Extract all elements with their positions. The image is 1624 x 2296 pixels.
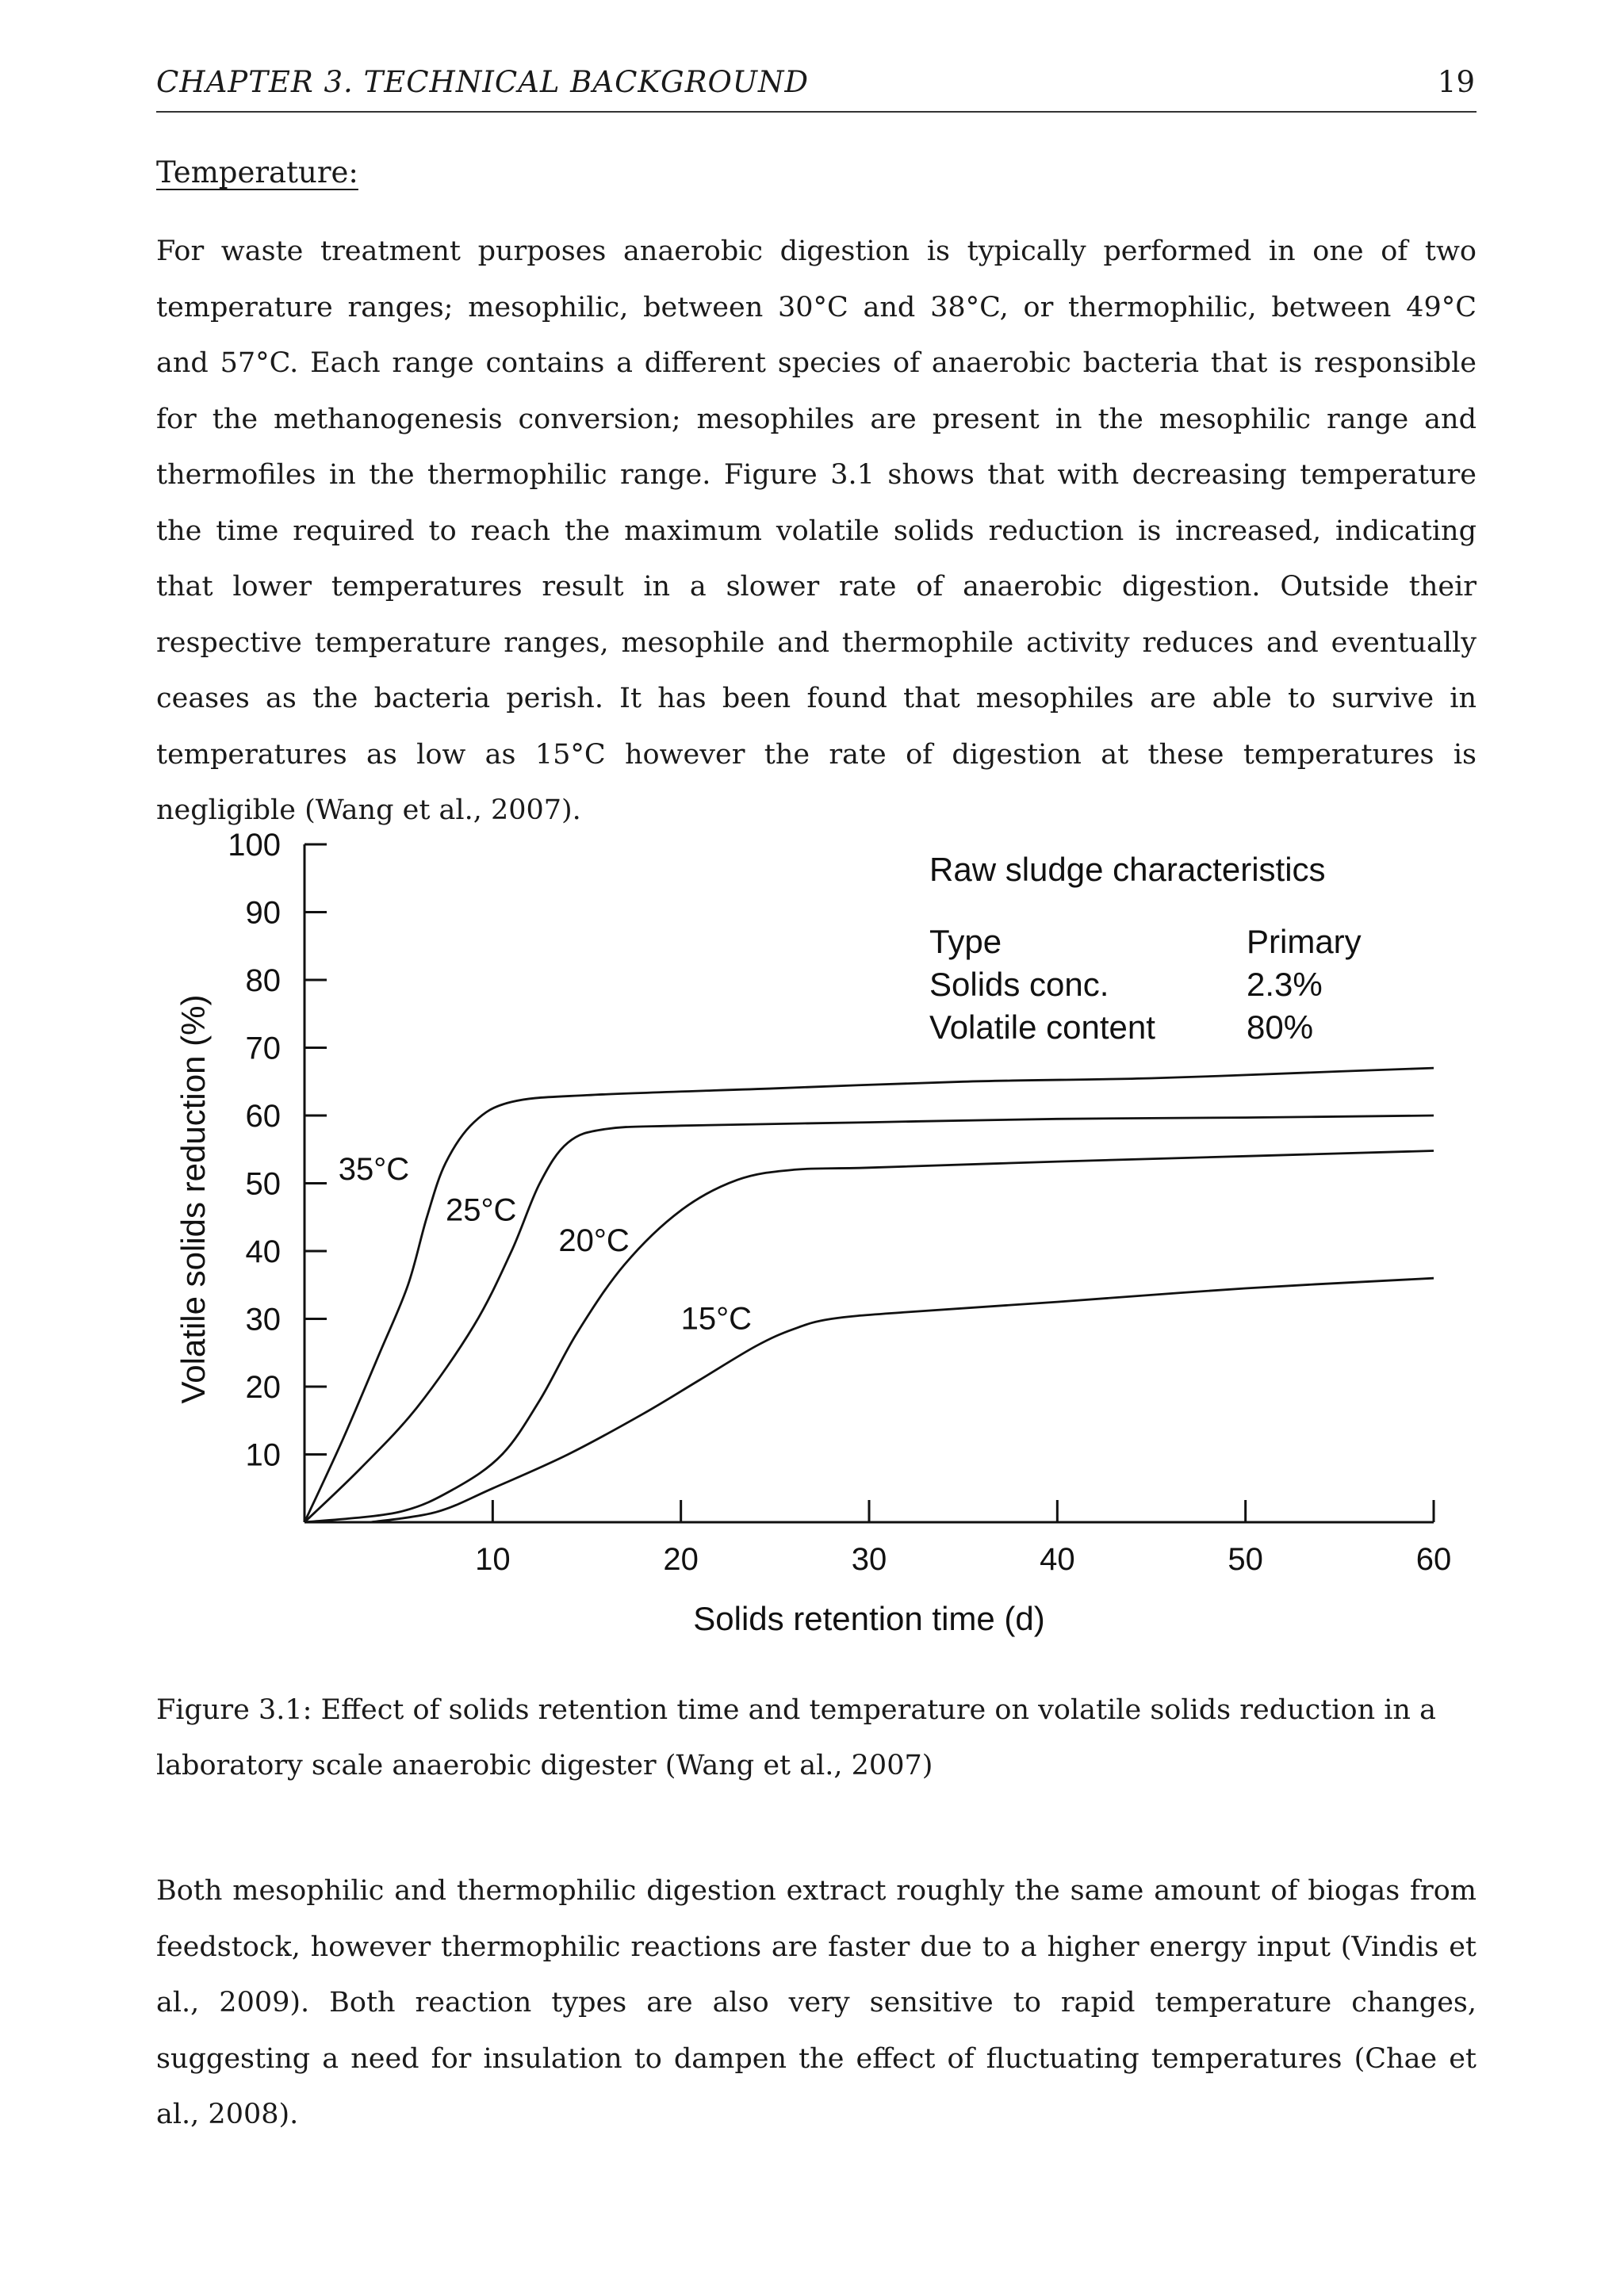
- paragraph-mesophilic-thermophilic: Both mesophilic and thermophilic digestion extract roughly the same amount of biogas from feedstock, however thermophilic reactions are faster due to a higher energy input (Vindis et al., 2009). Both reaction types are also very sensitive to rapid temperature changes, suggesting a need for insulation to dampen the effect of fluctuating temperatures (Chae et al., 2008).: [156, 1875, 1477, 2130]
- series-line-35c: [304, 1068, 1434, 1522]
- series-line-15c: [370, 1278, 1434, 1522]
- y-tick-label: 60: [245, 1099, 281, 1134]
- annotation-label-type: Type: [929, 923, 1002, 960]
- annotation-label-volatile: Volatile content: [929, 1008, 1155, 1046]
- annotation-label-solids: Solids conc.: [929, 966, 1109, 1003]
- series-label: 25°C: [446, 1192, 517, 1228]
- series-label: 35°C: [338, 1152, 410, 1188]
- y-tick-label: 10: [245, 1437, 281, 1473]
- annotation-box-title: Raw sludge characteristics: [929, 851, 1326, 888]
- x-tick-label: 20: [663, 1542, 699, 1577]
- annotation-value-volatile: 80%: [1247, 1008, 1314, 1046]
- x-tick-label: 60: [1415, 1542, 1452, 1577]
- y-tick-label: 20: [245, 1370, 281, 1405]
- running-head: CHAPTER 3. TECHNICAL BACKGROUND: [156, 65, 810, 99]
- y-tick-label: 30: [245, 1302, 281, 1337]
- series-label: 15°C: [680, 1301, 753, 1337]
- paragraph-intro: For waste treatment purposes anaerobic digestion is typically performed in one of two temperature ranges; mesophilic, between 30°C and 38°C, or thermophilic, between 49°C and 57°C. Each range contains a different species of anaerobic bacteria that is responsible for the methanogenesis conversion; mesophiles are present in the mesophilic range and thermofiles in the thermophilic range. Figure 3.1 shows that with decreasing temperature the time required to reach the maximum volatile solids reduction is increased, indicating that lower temperatures result in a slower rate of anaerobic digestion. Outside their respective temperature ranges, mesophile and thermophile activity reduces and eventually ceases as the bacteria perish. It has been found that mesophiles are able to survive in temperatures as low as 15°C however the rate of digestion at these temperatures is negligible (Wang et al., 2007).: [156, 235, 1477, 826]
- y-tick-label: 80: [245, 963, 281, 998]
- figure-chart: [159, 809, 1475, 1649]
- page-number: 19: [1437, 65, 1475, 99]
- y-tick-label: 70: [245, 1031, 281, 1066]
- x-tick-label: 10: [475, 1542, 511, 1577]
- page-header: [156, 63, 1477, 113]
- y-tick-label: 40: [245, 1234, 281, 1269]
- x-axis-title: Solids retention time (d): [693, 1600, 1045, 1637]
- y-tick-label: 90: [245, 895, 281, 931]
- subsection-title: Temperature:: [156, 155, 358, 189]
- figure-caption: Figure 3.1: Effect of solids retention time and temperature on volatile solids reduction in a laboratory scale anaerobic digester (Wang et al., 2007): [156, 1694, 1436, 1781]
- series-label: 20°C: [558, 1223, 630, 1258]
- chart-series: [304, 1068, 1434, 1522]
- x-tick-label: 50: [1228, 1542, 1263, 1577]
- annotation-value-type: Primary: [1247, 923, 1362, 960]
- series-line-25c: [304, 1115, 1434, 1522]
- y-tick-label: 50: [245, 1166, 281, 1202]
- x-tick-label: 30: [851, 1542, 887, 1577]
- annotation-value-solids: 2.3%: [1247, 966, 1323, 1003]
- raw-sludge-characteristics-box: [929, 851, 1362, 1046]
- y-tick-label: 100: [228, 828, 281, 863]
- y-axis-title: Volatile solids reduction (%): [174, 994, 212, 1404]
- x-tick-label: 40: [1040, 1542, 1075, 1577]
